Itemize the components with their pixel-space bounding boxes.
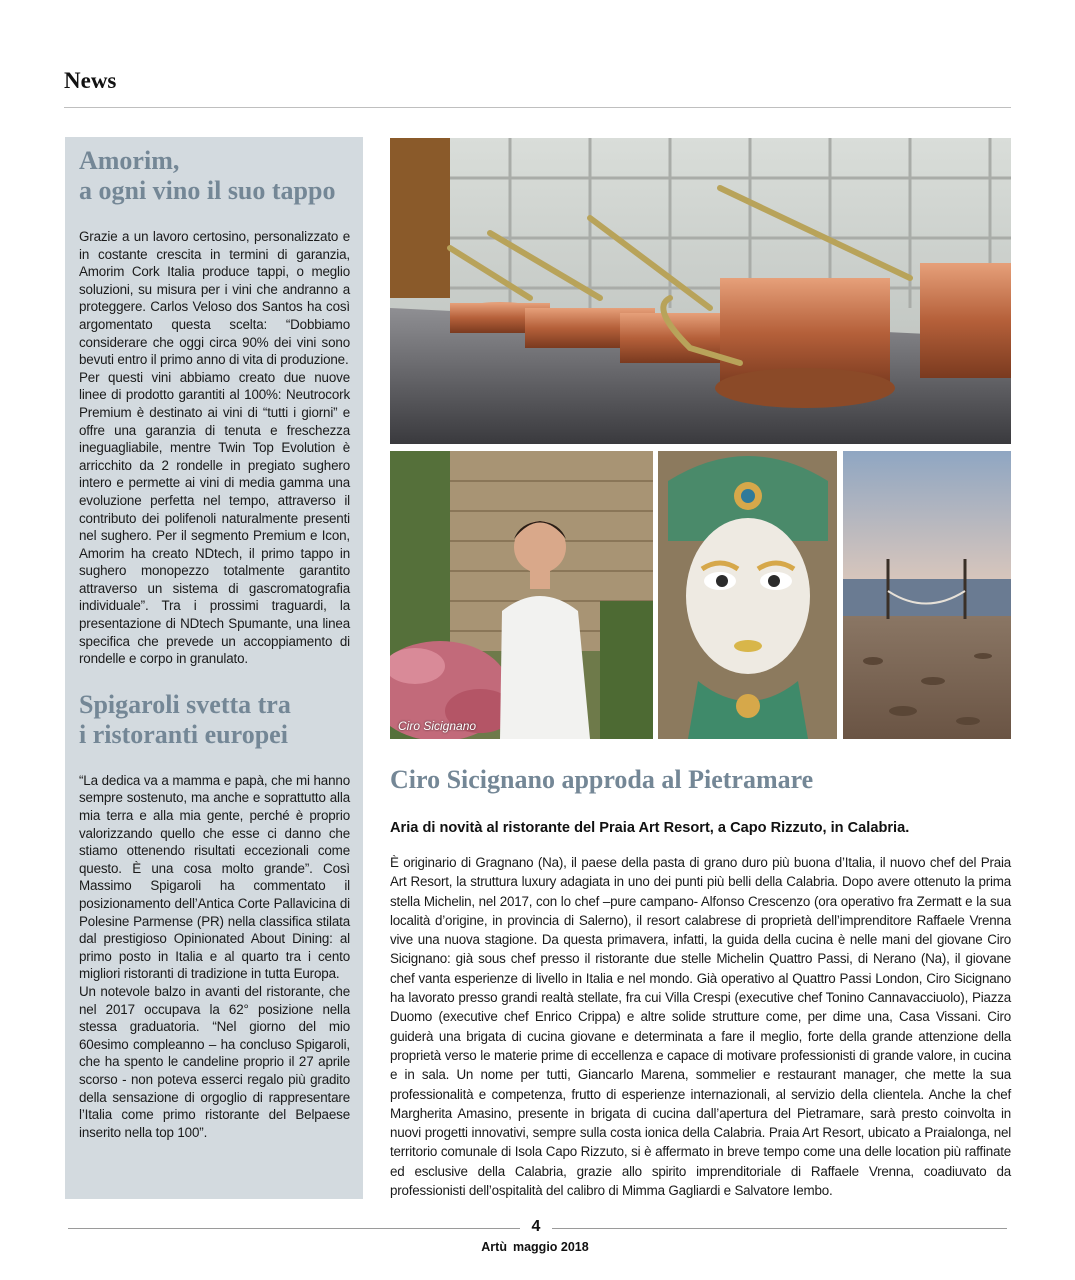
title-line: Amorim,: [79, 146, 180, 175]
page-number: 4: [531, 1218, 541, 1235]
issue-date: maggio 2018: [512, 1240, 589, 1254]
title-line: Spigaroli svetta tra: [79, 689, 291, 719]
article-paragraph: Per questi vini abbiamo creato due nuove linee di prodotto garantiti al 100%: Neutrocork Premium è destinato ai vini di “tutti i giorni” e offre una garanzia di tenuta e freschezza ineguagliabile, mentre Twin Top Evolution è arricchito da 2 rondelle in pregiato sughero intero e permette ai vini di media gamma una evoluzione perfetta nel tempo, attraverso il contributo dei polifenoli naturalmente presenti nel sughero. Per il segmento Premium e Icon, Amorim ha creato NDtech, il primo tappo in sughero monopezzo totalmente garantito attraverso un sistema di gascromatografia individuale”. Tra i prossimi traguardi, la presentazione di NDtech Spumante, una linea specifica che prevede un accoppiamento di rondelle e corpo in granulato.: [79, 369, 350, 667]
photo-chef: [390, 451, 653, 739]
article-title-amorim: [79, 146, 350, 206]
footer-divider: [552, 1228, 1007, 1229]
magazine-name: Artù: [481, 1240, 507, 1254]
photo-beach: [843, 451, 1011, 739]
header-divider: [64, 107, 1011, 108]
main-article-subtitle: Aria di novità al ristorante del Praia Art Resort, a Capo Rizzuto, in Calabria.: [390, 820, 910, 836]
main-article-body: È originario di Gragnano (Na), il paese della pasta di grano duro più buona d’Italia, il nuovo chef del Praia Art Resort, la struttura luxury adagiata in uno dei punti più belli della Calabria. Dopo avere ottenuto la prima stella Michelin, nel 2017, con lo chef –pure campano- Alfonso Crescenzo (ora operativo fra Zermatt e la sua località d’origine, in provincia di Salerno), il resort calabrese di proprietà dell’imprenditore Raffaele Vrenna vive una nuova stagione. Da questa primavera, infatti, la guida della cucina è nelle mani del giovane Ciro Sicignano: già sous chef presso il ristorante due stelle Michelin Quattro Passi, di Nerano (Na), il giovane chef vanta esperienze di livello in Italia e nel mondo. Già operativo al Quattro Passi London, Ciro Sicignano ha lavorato presso grandi realtà stellate, fra cui Villa Crespi (executive chef Tonino Cannavacciuolo), Piazza Duomo (executive chef Enrico Crippa) e altre solide strutture come, per dime una, Casa Vissani. Ciro guiderà una brigata di cucina giovane e determinata a fare il meglio, forte della grande attenzione della proprietà verso le materie prime di eccellenza e capace di motivare professionisti di grande valore, in cucina e in sala. Un nome per tutti, Giancarlo Marena, sommelier e restaurant manager, che mette la sua professionalità e competenza, frutto di esperienze internazionali, al servizio della clientela. Anche la chef Margherita Amasino, presente in brigata di cucina dall’apertura del Pietramare, sarà presto coinvolta in nuovi progetti innovativi, sempre sulla costa ionica della Calabria. Praia Art Resort, ubicato a Praialonga, nel territorio comunale di Isola Capo Rizzuto, si è affermato in breve tempo come una delle location più raffinate ed esclusive della Calabria, grazie allo spirito imprenditoriale di Raffaele Vrenna, coadiuvato da professionisti dell’ospitalità del calibro di Mimma Gagliardi e Salvatore Iembo.: [390, 855, 1011, 1199]
title-line: i ristoranti europei: [79, 719, 288, 749]
article-paragraph: “La dedica va a mamma e papà, che mi hanno sempre sostenuto, ma anche e soprattutto alla mia terra e alla mia gente, perché è proprio valorizzando quello che esse ci danno che stiamo ottenendo risultati eccezionali come questo. È una cosa molto grande”. Così Massimo Spigaroli ha commentato il posizionamento dell’Antica Corte Pallavicina di Polesine Parmense (PR) nella classifica stilata dal prestigioso Opinionated About Dining: al primo posto in Italia e al quarto tra i cento migliori ristoranti di tradizione in tutta Europa.: [79, 772, 350, 982]
photo-caption: Ciro Sicignano: [398, 719, 477, 733]
article-paragraph: Un notevole balzo in avanti del ristorante, che nel 2017 occupava la 62° posizione nella stessa graduatoria. “Nel giorno del mio 60esimo compleanno – ha concluso Spigaroli, che ha spento le candeline proprio il 27 aprile scorso - non poteva esserci regalo più gradito della sensazione di orgoglio di rappresentare l’Italia come primo ristorante del Belpaese inserito nella top 100”.: [79, 983, 350, 1140]
title-line: a ogni vino il suo tappo: [79, 176, 336, 205]
main-article-title: Ciro Sicignano approda al Pietramare: [390, 765, 814, 794]
section-title: News: [64, 68, 117, 93]
article-paragraph: Grazie a un lavoro certosino, personalizzato e in costante crescita in termini di garanzia, Amorim Cork Italia produce tappi, o meglio soluzioni, su misura per i vini che andranno a proteggere. Carlos Veloso dos Santos ha così argomentato questa scelta: “Dobbiamo considerare che oggi circa 90% dei vini sono bevuti entro il primo anno di vita di produzione.: [79, 229, 350, 368]
photo-copper-pots: [390, 138, 1011, 444]
footer-divider: [68, 1228, 520, 1229]
sidebar: [65, 137, 363, 1199]
photo-ceramic-head: [658, 451, 837, 739]
article-title-spigaroli: [79, 690, 350, 750]
footer-issue: [470, 1240, 600, 1254]
